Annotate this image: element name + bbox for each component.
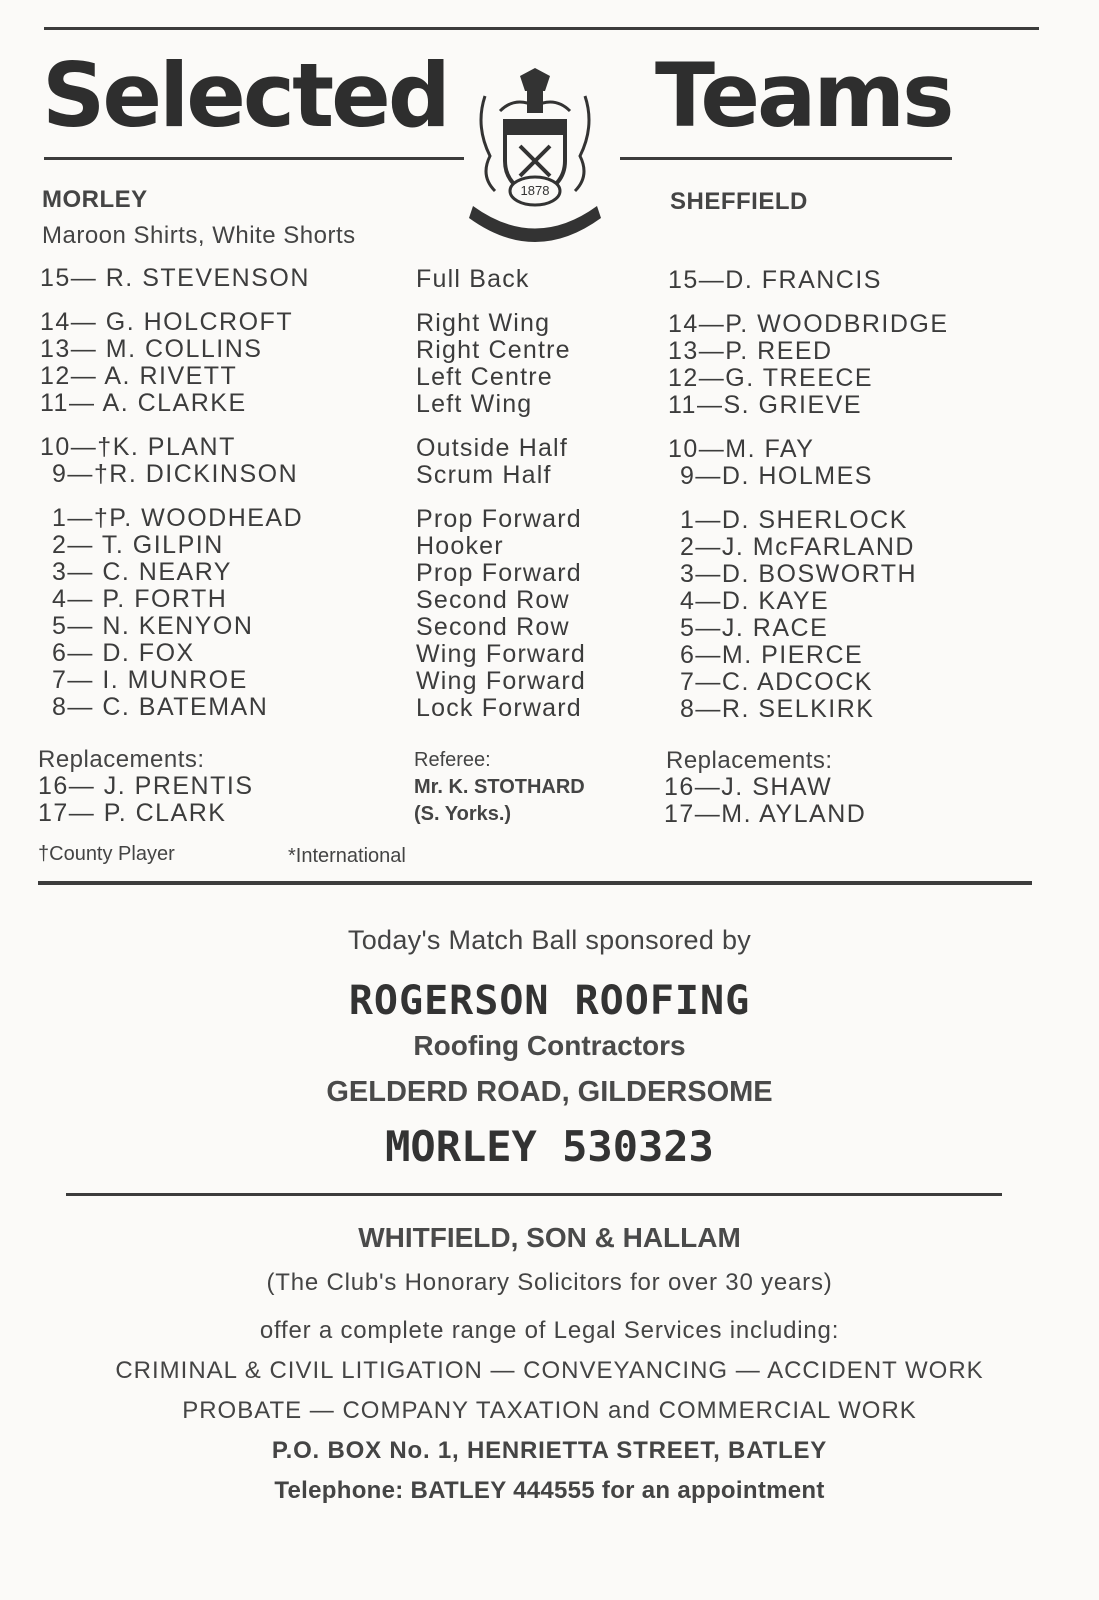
away-player: 13—P. REED <box>668 337 833 365</box>
sponsor-phone: MORLEY 530323 <box>385 1122 714 1171</box>
home-player: 13— M. COLLINS <box>40 335 263 363</box>
solicitors-name: WHITFIELD, SON & HALLAM <box>358 1222 741 1253</box>
away-player: 2—J. McFARLAND <box>680 533 915 561</box>
solicitors-note: (The Club's Honorary Solicitors for over 30 years) <box>266 1269 833 1296</box>
crest-year: 1878 <box>520 183 550 198</box>
away-player: 3—D. BOSWORTH <box>680 560 918 588</box>
away-player: 9—D. HOLMES <box>680 462 873 490</box>
referee-region: (S. Yorks.) <box>414 803 512 825</box>
home-player: 14— G. HOLCROFT <box>40 308 294 336</box>
home-player: 1—†P. WOODHEAD <box>52 504 304 532</box>
position-label: Right Wing <box>416 309 551 337</box>
position-label: Second Row <box>416 613 570 641</box>
sponsor-trade: Roofing Contractors <box>413 1030 686 1061</box>
away-player: 10—M. FAY <box>668 435 815 463</box>
position-label: Hooker <box>416 532 504 560</box>
solicitors-telephone: Telephone: BATLEY 444555 for an appointment <box>274 1477 825 1504</box>
position-label: Scrum Half <box>416 461 552 489</box>
club-crest-icon <box>465 66 605 246</box>
home-player: 2— T. GILPIN <box>52 531 224 559</box>
top-rule <box>44 27 1039 30</box>
home-player: 8— C. BATEMAN <box>52 693 269 721</box>
referee-label: Referee: <box>414 749 491 771</box>
home-player: 6— D. FOX <box>52 639 195 667</box>
home-player: 11— A. CLARKE <box>40 389 247 417</box>
home-player: 4— P. FORTH <box>52 585 228 613</box>
home-team-kit: Maroon Shirts, White Shorts <box>42 222 356 249</box>
away-player: 4—D. KAYE <box>680 587 830 615</box>
referee-name: Mr. K. STOTHARD <box>414 776 585 798</box>
home-player: 12— A. RIVETT <box>40 362 238 390</box>
home-player: 10—†K. PLANT <box>40 433 236 461</box>
county-player-legend: †County Player <box>38 843 175 865</box>
sponsor-company: ROGERSON ROOFING <box>348 978 751 1024</box>
away-player: 12—G. TREECE <box>668 364 874 392</box>
position-label: Left Centre <box>416 363 553 391</box>
international-legend: *International <box>288 845 406 867</box>
away-replacement: 17—M. AYLAND <box>664 800 867 828</box>
away-player: 8—R. SELKIRK <box>680 695 875 723</box>
away-team-name: SHEFFIELD <box>670 188 808 215</box>
away-player: 11—S. GRIEVE <box>668 391 862 419</box>
position-label: Second Row <box>416 586 570 614</box>
home-team-name: MORLEY <box>42 186 148 213</box>
title-underline-left <box>44 157 464 160</box>
solicitors-services-2: PROBATE — COMPANY TAXATION and COMMERCIAL WORK <box>182 1397 917 1424</box>
home-replacement: 17— P. CLARK <box>38 799 227 827</box>
position-label: Prop Forward <box>416 505 582 533</box>
away-replacements-label: Replacements: <box>666 747 833 774</box>
position-label: Right Centre <box>416 336 571 364</box>
solicitors-address: P.O. BOX No. 1, HENRIETTA STREET, BATLEY <box>271 1437 828 1464</box>
position-label: Full Back <box>416 265 530 293</box>
away-player: 5—J. RACE <box>680 614 829 642</box>
position-label: Lock Forward <box>416 694 582 722</box>
away-player: 15—D. FRANCIS <box>668 266 882 294</box>
home-replacement: 16— J. PRENTIS <box>38 772 254 800</box>
section-rule <box>38 881 1032 885</box>
title-selected: Selected <box>42 44 448 147</box>
home-player: 3— C. NEARY <box>52 558 232 586</box>
position-label: Wing Forward <box>416 640 586 668</box>
sponsor-intro: Today's Match Ball sponsored by <box>347 925 752 955</box>
title-teams: Teams <box>655 44 952 147</box>
solicitors-offer: offer a complete range of Legal Services including: <box>259 1317 840 1344</box>
away-player: 7—C. ADCOCK <box>680 668 873 696</box>
title-underline-right <box>620 157 952 160</box>
home-replacements-label: Replacements: <box>38 746 205 773</box>
position-label: Outside Half <box>416 434 568 462</box>
sponsor-address: GELDERD ROAD, GILDERSOME <box>326 1076 773 1108</box>
position-label: Left Wing <box>416 390 533 418</box>
home-player: 15— R. STEVENSON <box>40 264 310 292</box>
away-player: 6—M. PIERCE <box>680 641 864 669</box>
solicitors-services-1: CRIMINAL & CIVIL LITIGATION — CONVEYANCING — ACCIDENT WORK <box>115 1357 984 1384</box>
position-label: Prop Forward <box>416 559 582 587</box>
sponsor-rule <box>66 1193 1002 1196</box>
home-player: 9—†R. DICKINSON <box>52 460 299 488</box>
away-player: 1—D. SHERLOCK <box>680 506 908 534</box>
position-label: Wing Forward <box>416 667 586 695</box>
home-player: 7— I. MUNROE <box>52 666 248 694</box>
home-player: 5— N. KENYON <box>52 612 254 640</box>
away-player: 14—P. WOODBRIDGE <box>668 310 949 338</box>
away-replacement: 16—J. SHAW <box>664 773 833 801</box>
